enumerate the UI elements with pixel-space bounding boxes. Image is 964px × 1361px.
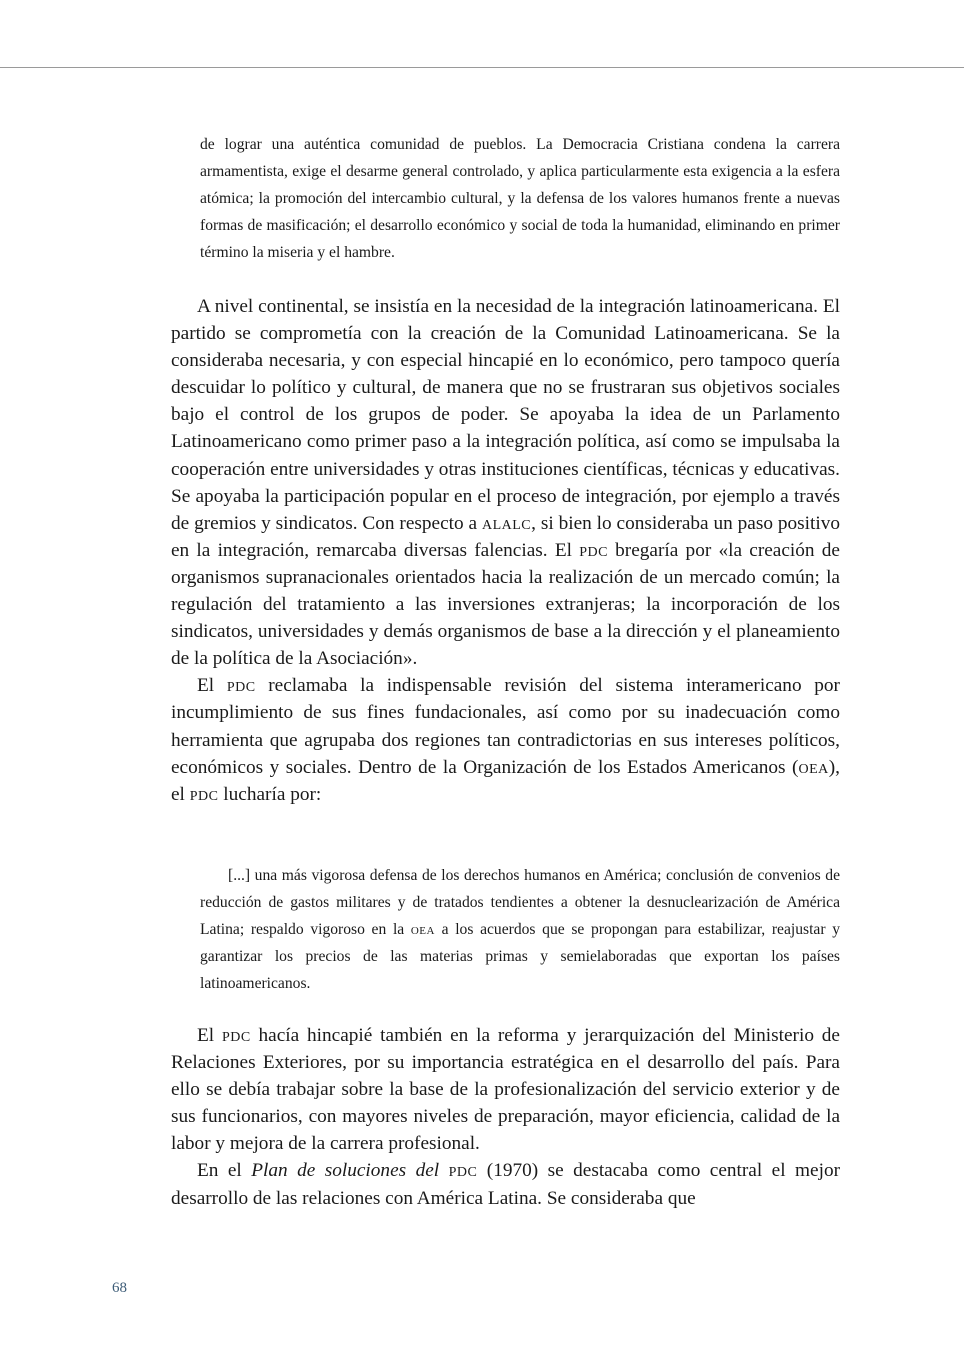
text-run: El [197,675,227,697]
paragraph-ministry [171,1022,840,1157]
header-rule [0,67,964,68]
page-number: 68 [112,1280,127,1296]
block-quote-text [200,862,840,997]
text-run: a los acuerdos que se propongan para estabilizar, reajustar y garantizar los precios de las materias primas y semielaboradas que exportan los países latinoamericanos. [200,921,840,992]
block-quote-text: de lograr una auténtica comunidad de pueblos. La Democracia Cristiana condena la carrera armamentista, exige el desarme general controlado, y aplica particularmente esta exigencia a la esfera atómica; la promoción del intercambio cultural, y la defensa de los valores humanos frente a nuevas formas de masificación; el desarrollo económico y social de toda la humanidad, eliminando en primer término la miseria y el hambre. [200,136,840,261]
paragraph-integration [171,293,840,672]
abbreviation: pdc [226,675,256,697]
text-run: lucharía por: [218,783,322,805]
text-run: [...] una más vigorosa defensa de los derechos humanos en América; conclusión de convenios de reducción de gastos militares y de tratados tendientes a obtener la desnuclearización de América Latina; respaldo vigoroso en la [200,867,840,938]
abbreviation: oea [410,921,435,938]
abbreviation: pdc [221,1025,251,1046]
text-run: ), el [171,756,840,805]
italic-title: Plan de soluciones del [251,1160,440,1182]
block-quote-top [200,131,840,266]
text-run [439,1160,448,1181]
text-run: bregaría por «la creación de organismos supranacionales orientados hacia la realización de un mercado común; la regulación del tratamiento a las inversiones extranjeras; la incorporación de los sindicatos, universidades y demás organismos de base a la dirección y el planeamiento de la política de la Asociación». [171,539,840,670]
text-run: A nivel continental, se insistía en la necesidad de la integración latinoamericana. El partido se comprometía con la creación de la Comunidad Latinoamericana. Se la consideraba necesaria, y con especial hincapié en lo económico, pero tampoco quería descuidar lo político y cultural, de manera que no se frustraran sus objetivos sociales bajo el control de los grupos de poder. Se apoyaba la idea de un Parlamento Latinoamericano como primer paso a la integración política, así como se impulsaba la cooperación entre universidades y otras instituciones científicas, técnicas y educativas. Se apoyaba la participación popular en el proceso de integración, por ejemplo a través de gremios y sindicatos. Con respecto a [171,296,840,534]
abbreviation: pdc [448,1160,478,1182]
body-section-b [171,1022,840,1212]
text-run: (1970) se destacaba como central el mejor desarrollo de las relaciones con América Latina. Se consideraba que [171,1160,841,1209]
body-section-a [171,293,840,808]
paragraph-interamerican [171,672,840,807]
abbreviation: pdc [579,539,608,561]
text-run: , si bien lo consideraba un paso positivo en la integración, remarcaba diversas falencias. El [171,512,841,561]
paragraph-plan [171,1157,840,1211]
abbreviation: oea [798,756,829,778]
block-quote-mid [200,862,840,997]
abbreviation: pdc [189,783,219,805]
text-run: hacía hincapié también en la reforma y jerarquización del Ministerio de Relaciones Exteriores, por su importancia estratégica en el desarrollo del país. Para ello se debía trabajar sobre la base de la profesionalización del servicio exterior y de sus funcionarios, con mayores niveles de preparación, mayor eficiencia, calidad de la labor y mejora de la carrera profesional. [171,1025,840,1155]
text-run: El [197,1025,222,1046]
text-run: En el [197,1160,252,1182]
text-run: reclamaba la indispensable revisión del sistema interamericano por incumplimiento de sus fines fundacionales, así como por su inadecuación como herramienta que agrupaba dos regiones tan contradictorias en sus intereses políticos, económicos y sociales. Dentro de la Organización de los Estados Americanos ( [171,675,840,778]
abbreviation: alalc [481,512,532,534]
